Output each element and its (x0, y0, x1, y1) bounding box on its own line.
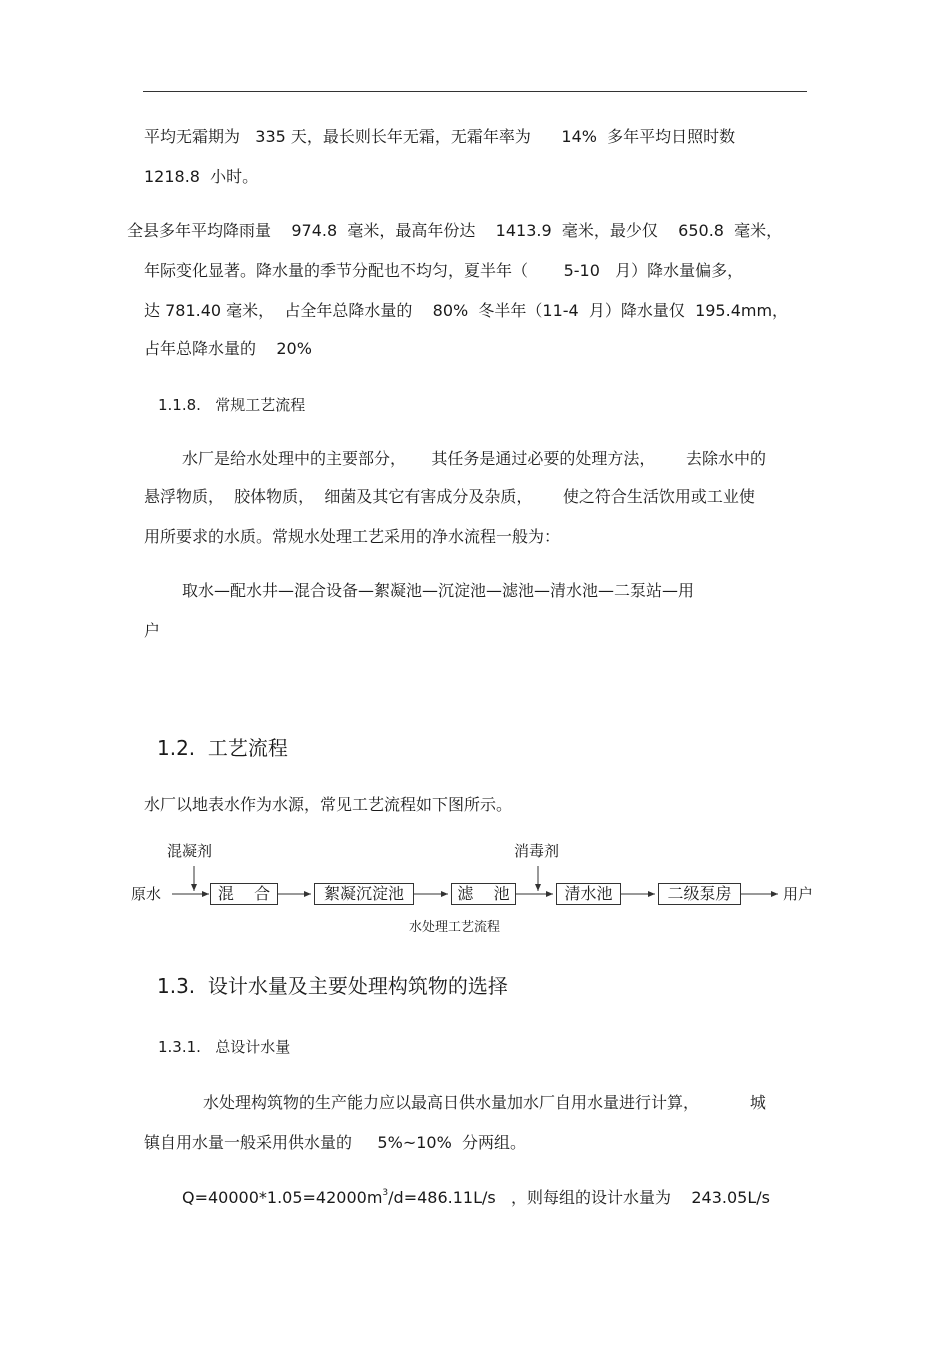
paragraph-rain-line-4: 占年总降水量的 20% (144, 339, 312, 358)
flow-step-secondary-pump-house: 二级泵房 (658, 883, 741, 905)
paragraph-plant-line-1: 水厂是给水处理中的主要部分， 其任务是通过必要的处理方法， 去除水中的 (182, 449, 766, 468)
flow-caption: 水处理工艺流程 (409, 920, 501, 935)
paragraph-plant-line-4: 取水—配水井—混合设备—絮凝池—沉淀池—滤池—清水池—二泵站—用 (182, 581, 695, 600)
formula-line (182, 1188, 770, 1211)
paragraph-source-intro: 水厂以地表水作为水源，常见工艺流程如下图所示。 (144, 795, 513, 814)
paragraph-plant-line-3: 用所要求的水质。常规水处理工艺采用的净水流程一般为： (144, 527, 561, 546)
paragraph-rain-line-3: 达 781.40 毫米， 占全年总降水量的 80% 冬半年（11-4 月）降水量仅 195.4mm， (144, 301, 789, 320)
coagulant-label: 混凝剂 (167, 842, 213, 860)
formula-superscript: 3 (382, 1188, 389, 1198)
paragraph-plant-line-5: 户 (144, 621, 161, 640)
paragraph-frost-line-1: 平均无霜期为 335 天，最长则长年无霜，无霜年率为 14% 多年平均日照时数 (144, 127, 736, 146)
heading-1-3-1: 1.3.1. 总设计水量 (158, 1038, 291, 1056)
heading-1-1-8: 1.1.8. 常规工艺流程 (158, 396, 306, 414)
disinfectant-label: 消毒剂 (514, 842, 560, 860)
paragraph-rain-line-2: 年际变化显著。降水量的季节分配也不均匀，夏半年（ 5-10 月）降水量偏多， (144, 261, 744, 280)
heading-1-3: 1.3. 设计水量及主要处理构筑物的选择 (157, 974, 508, 998)
paragraph-plant-line-2: 悬浮物质， 胶体物质， 细菌及其它有害成分及杂质， 使之符合生活饮用或工业使 (144, 487, 755, 506)
formula-part-b: /d=486.11L/s ，则每组的设计水量为 243.05L/s (388, 1188, 770, 1207)
formula-part-a: Q=40000*1.05=42000m (182, 1188, 383, 1207)
user-label: 用户 (783, 885, 814, 903)
flow-step-clear-water-tank: 清水池 (556, 883, 621, 905)
paragraph-rain-line-1: 全县多年平均降雨量 974.8 毫米，最高年份达 1413.9 毫米，最少仅 650.8 毫米， (127, 221, 783, 240)
flow-step-mixing: 混 合 (210, 883, 278, 905)
paragraph-frost-line-2: 1218.8 小时。 (144, 167, 259, 186)
flow-step-filter: 滤 池 (451, 883, 516, 905)
raw-water-label: 原水 (131, 885, 162, 903)
paragraph-capacity-line-2: 镇自用水量一般采用供水量的 5%~10% 分两组。 (144, 1133, 526, 1152)
paragraph-capacity-line-1: 水处理构筑物的生产能力应以最高日供水量加水厂自用水量进行计算， 城 (203, 1093, 766, 1112)
heading-1-2: 1.2. 工艺流程 (157, 736, 288, 760)
flow-step-flocculation-sedimentation: 絮凝沉淀池 (314, 883, 414, 905)
header-rule (143, 91, 807, 92)
